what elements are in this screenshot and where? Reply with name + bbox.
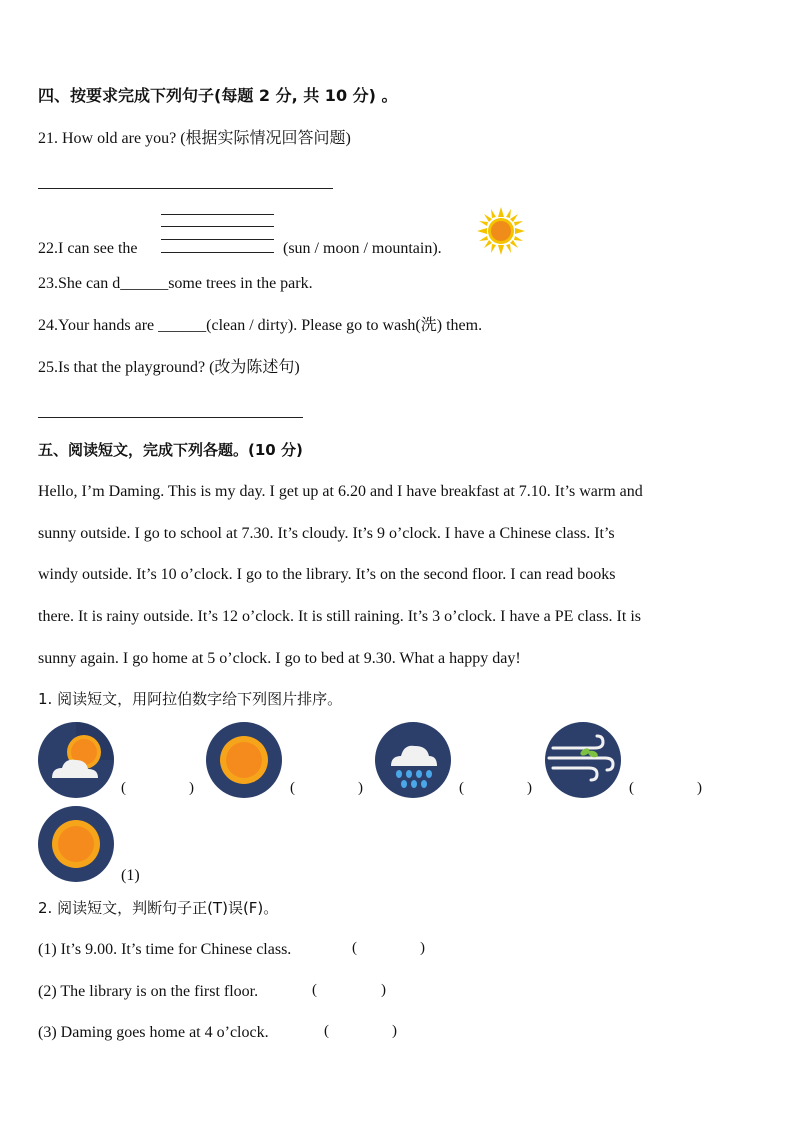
question-22-suffix: (sun / moon / mountain). <box>283 240 442 257</box>
answer-line-22c[interactable] <box>161 239 274 240</box>
answer-blank[interactable] <box>322 980 378 1002</box>
rainy-icon <box>375 722 451 798</box>
section-4-heading: 四、按要求完成下列句子(每题 2 分, 共 10 分) 。 <box>38 86 398 105</box>
answer-paren-right: ) <box>527 780 532 796</box>
task-1-instruction: 1. 阅读短文，用阿拉伯数字给下列图片排序。 <box>38 690 343 708</box>
passage-line: sunny outside. I go to school at 7.30. It’s cloudy. It’s 9 o’clock. I have a Chinese class. It’s <box>38 525 615 542</box>
task-2-instruction: 2. 阅读短文，判断句子正(T)误(F)。 <box>38 899 279 917</box>
question-25: 25.Is that the playground? (改为陈述句) <box>38 359 300 376</box>
question-22-prefix: 22.I can see the <box>38 240 138 257</box>
statement-2: (2) The library is on the first floor. <box>38 983 259 1000</box>
answer-paren-right: ) <box>697 780 702 796</box>
windy-icon <box>545 722 621 798</box>
answer-line-25[interactable] <box>38 417 303 418</box>
question-24: 24.Your hands are ______(clean / dirty). Please go to wash(洗) them. <box>38 317 483 334</box>
passage-line: there. It is rainy outside. It’s 12 o’clock. It is still raining. It’s 3 o’clock. I have a PE class. It is <box>38 608 641 625</box>
answer-paren-right: ) <box>392 1023 397 1039</box>
statement-3: (3) Daming goes home at 4 o’clock. <box>38 1024 269 1041</box>
answer-paren-right: ) <box>381 982 386 998</box>
answer-line-22d[interactable] <box>161 252 274 253</box>
answer-paren-right: ) <box>420 940 425 956</box>
passage-line: windy outside. It’s 10 o’clock. I go to the library. It’s on the second floor. I can read books <box>38 566 616 583</box>
answer-line-22a[interactable] <box>161 214 274 215</box>
answer-blank[interactable] <box>362 938 418 960</box>
section-5-heading: 五、阅读短文，完成下列各题。(10 分) <box>38 441 303 459</box>
answer-paren-right: ) <box>358 780 363 796</box>
answer-paren-left: ( <box>352 940 357 956</box>
statement-1: (1) It’s 9.00. It’s time for Chinese class. <box>38 941 292 958</box>
answer-blank[interactable] <box>334 1021 390 1043</box>
sunny-icon <box>206 722 282 798</box>
sunny-icon <box>38 806 114 882</box>
answer-line-21[interactable] <box>38 188 333 189</box>
partly-sunny-icon <box>38 722 114 798</box>
answer-paren-left: ( <box>629 780 634 796</box>
question-21: 21. How old are you? (根据实际情况回答问题) <box>38 130 351 147</box>
passage-line: Hello, I’m Daming. This is my day. I get up at 6.20 and I have breakfast at 7.10. It’s warm and <box>38 483 643 500</box>
answer-blank[interactable] <box>130 778 186 800</box>
answer-paren-left: ( <box>312 982 317 998</box>
answer-paren-left: ( <box>121 780 126 796</box>
answer-blank[interactable] <box>299 778 355 800</box>
answer-blank[interactable] <box>638 778 694 800</box>
sun-icon <box>477 207 525 255</box>
answer-paren-left: ( <box>324 1023 329 1039</box>
answer-paren-left: ( <box>459 780 464 796</box>
answer-blank[interactable] <box>468 778 524 800</box>
answer-example: (1) <box>121 867 140 884</box>
passage-line: sunny again. I go home at 5 o’clock. I go to bed at 9.30. What a happy day! <box>38 650 521 667</box>
answer-paren-left: ( <box>290 780 295 796</box>
answer-paren-right: ) <box>189 780 194 796</box>
question-23: 23.She can d______some trees in the park. <box>38 275 313 292</box>
answer-line-22b[interactable] <box>161 226 274 227</box>
